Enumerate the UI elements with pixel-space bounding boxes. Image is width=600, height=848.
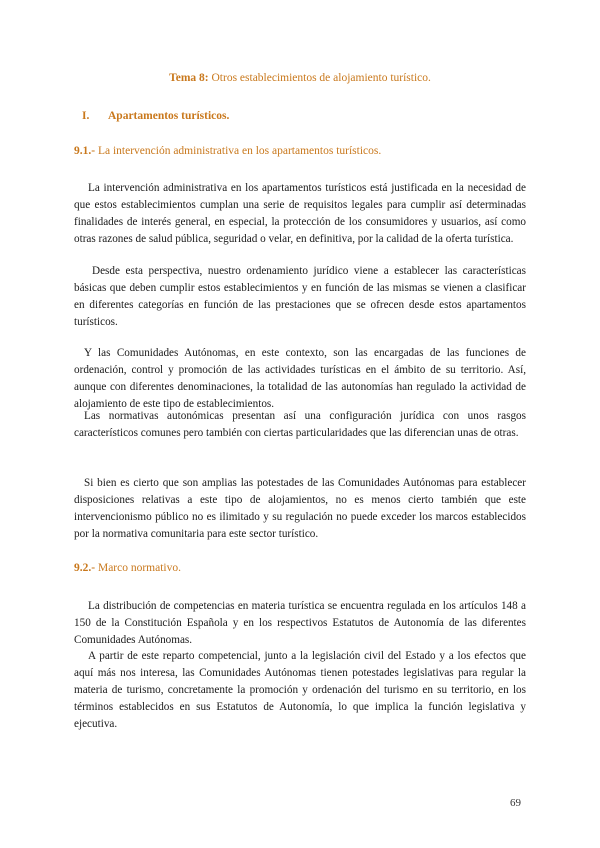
paragraph: La distribución de competencias en materia turística se encuentra regulada en los artículos 148 a 150 de la Constitución Española y en los respectivos Estatutos de Autonomía de las diferentes Comunidades Autónomas.	[74, 600, 526, 646]
section-roman: I.	[82, 110, 90, 122]
title-text: Otros establecimientos de alojamiento turístico.	[211, 72, 431, 84]
subsection-label: Marco normativo.	[97, 562, 182, 574]
subsection-number: 9.1.-	[74, 145, 96, 157]
paragraph: A partir de este reparto competencial, junto a la legislación civil del Estado y a los efectos que aquí más nos interesa, las Comunidades Autónomas tienen potestades legislativas para regular la materia de turismo, concretamente la promoción y ordenación del turismo en su territorio, en los términos establecidos en sus Estatutos de Autonomía, lo que implica la función legislativa y ejecutiva.	[74, 650, 526, 730]
page-number: 69	[510, 797, 521, 809]
subsection-heading-2	[74, 562, 181, 574]
section-label: Apartamentos turísticos.	[108, 110, 230, 122]
section-heading	[82, 110, 229, 122]
subsection-label: La intervención administrativa en los apartamentos turísticos.	[97, 145, 382, 157]
paragraph: Y las Comunidades Autónomas, en este contexto, son las encargadas de las funciones de ordenación, control y promoción de las actividades turísticas en el ámbito de su territorio. Así, aunque con diferentes denominaciones, la totalidad de las autonomías han regulado la actividad de alojamiento de este tipo de establecimientos.	[74, 347, 526, 410]
paragraph: Si bien es cierto que son amplias las potestades de las Comunidades Autónomas para establecer disposiciones relativas a este tipo de alojamientos, no es menos cierto también que este intervencionismo público no es ilimitado y su regulación no puede exceder los marcos establecidos por la normativa comunitaria para este sector turístico.	[74, 477, 526, 540]
paragraph: Desde esta perspectiva, nuestro ordenamiento jurídico viene a establecer las características básicas que deben cumplir estos establecimientos y en función de las mismas se vienen a clasificar en diferentes categorías en función de las prestaciones que se ofrecen desde estos apartamentos turísticos.	[74, 265, 526, 328]
page-title	[0, 72, 600, 84]
subsection-heading-1	[74, 145, 381, 157]
subsection-number: 9.2.-	[74, 562, 96, 574]
paragraph: Las normativas autonómicas presentan así una configuración jurídica con unos rasgos característicos comunes pero también con ciertas particularidades que las diferencian unas de otras.	[74, 410, 526, 439]
paragraph: La intervención administrativa en los apartamentos turísticos está justificada en la necesidad de que estos establecimientos cumplan una serie de requisitos legales para cumplir así determinadas finalidades de interés general, en especial, la protección de los consumidores y usuarios, así como otras razones de salud pública, seguridad o velar, en definitiva, por la calidad de la oferta turística.	[74, 182, 526, 245]
title-tema: Tema 8:	[169, 72, 209, 84]
